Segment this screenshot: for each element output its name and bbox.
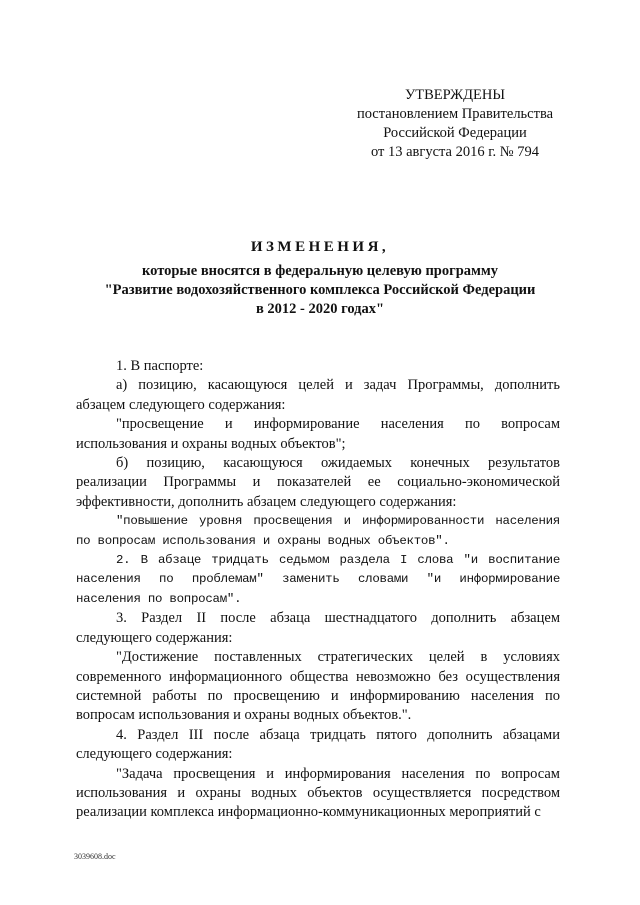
- paragraph: "повышение уровня просвещения и информированности населения по вопросам использования и охраны водных объектов".: [76, 514, 560, 548]
- approval-date: от 13 августа 2016 г. № 794: [370, 144, 540, 160]
- subtitle-line: "Развитие водохозяйственного комплекса Российской Федерации: [104, 282, 536, 298]
- document-title: ИЗМЕНЕНИЯ,: [250, 239, 390, 255]
- paragraph: б) позицию, касающуюся ожидаемых конечных результатов реализации Программы и показателей ее социально-экономической эффективности, дополнить абзацем следующего содержания:: [76, 455, 560, 510]
- paragraph: 2. В абзаце тридцать седьмом раздела I слова "и воспитание населения по проблемам" заменить словами "и информирование населения по вопросам".: [76, 553, 560, 606]
- paragraph: а) позицию, касающуюся целей и задач Программы, дополнить абзацем следующего содержания:: [76, 377, 560, 413]
- approval-title: УТВЕРЖДЕНЫ: [404, 87, 506, 103]
- paragraph: 1. В паспорте:: [116, 358, 204, 374]
- document-body: [76, 357, 560, 823]
- approval-line: постановлением Правительства: [356, 106, 554, 122]
- paragraph: 4. Раздел III после абзаца тридцать пятого дополнить абзацами следующего содержания:: [76, 726, 560, 763]
- subtitle-line: в 2012 - 2020 годах": [255, 301, 385, 317]
- subtitle-line: которые вносятся в федеральную целевую программу: [141, 263, 499, 279]
- document-subtitle: [0, 262, 640, 319]
- paragraph: "просвещение и информирование населения по вопросам использования и охраны водных объектов";: [76, 416, 560, 452]
- paragraph: 3. Раздел II после абзаца шестнадцатого дополнить абзацем следующего содержания:: [76, 610, 560, 646]
- file-name-footer: 3039608.doc: [74, 852, 116, 861]
- paragraph: "Достижение поставленных стратегических целей в условиях современного информационного общества невозможно без осуществления системной работы по просвещению и информированию населения по вопросам использования и охраны водных объектов.".: [76, 649, 560, 724]
- approval-block: [340, 86, 570, 162]
- approval-line: Российской Федерации: [383, 125, 527, 141]
- paragraph: "Задача просвещения и информирования населения по вопросам использования и охраны водных объектов осуществляется посредством реализации комплекса информационно-коммуникационных мероприятий с: [76, 765, 560, 821]
